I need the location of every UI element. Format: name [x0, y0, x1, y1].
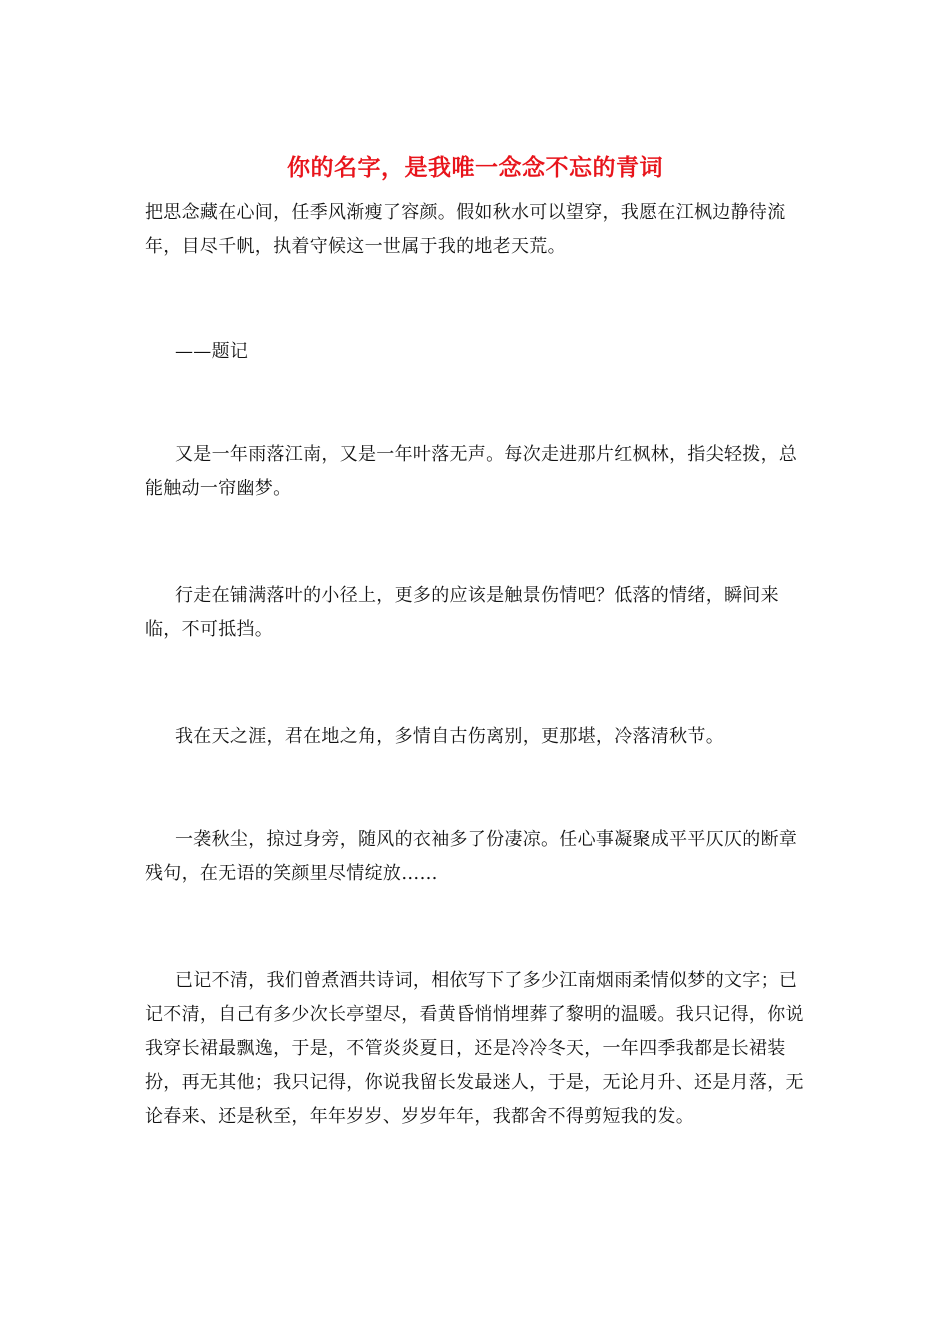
- paragraph-body-2: 行走在铺满落叶的小径上，更多的应该是触景伤情吧？低落的情绪，瞬间来临，不可抵挡。: [145, 585, 779, 640]
- paragraph-inscription: ——题记: [175, 341, 249, 362]
- document-title: 你的名字，是我唯一念念不忘的青词: [287, 154, 663, 181]
- paragraph-body-4: 一袭秋尘，掠过身旁，随风的衣袖多了份凄凉。任心事凝聚成平平仄仄的断章残句，在无语的笑颜里尽情绽放……: [145, 829, 798, 884]
- paragraph-intro: 把思念藏在心间，任季风渐瘦了容颜。假如秋水可以望穿，我愿在江枫边静待流年，目尽千帆，执着守候这一世属于我的地老天荒。: [145, 202, 786, 257]
- paragraph-body-5: 已记不清，我们曾煮酒共诗词，相依写下了多少江南烟雨柔情似梦的文字；已记不清，自己有多少次长亭望尽，看黄昏悄悄埋葬了黎明的温暖。我只记得，你说我穿长裙最飘逸，于是，不管炎炎夏日，还是冷冷冬天，一年四季我都是长裙装扮，再无其他；我只记得，你说我留长发最迷人，于是，无论月升、还是月落，无论春来、还是秋至，年年岁岁、岁岁年年，我都舍不得剪短我的发。: [145, 970, 804, 1127]
- paragraph-body-3: 我在天之涯，君在地之角，多情自古伤离别，更那堪，冷落清秋节。: [175, 726, 724, 747]
- paragraph-body-1: 又是一年雨落江南，又是一年叶落无声。每次走进那片红枫林，指尖轻拨，总能触动一帘幽梦。: [145, 444, 798, 499]
